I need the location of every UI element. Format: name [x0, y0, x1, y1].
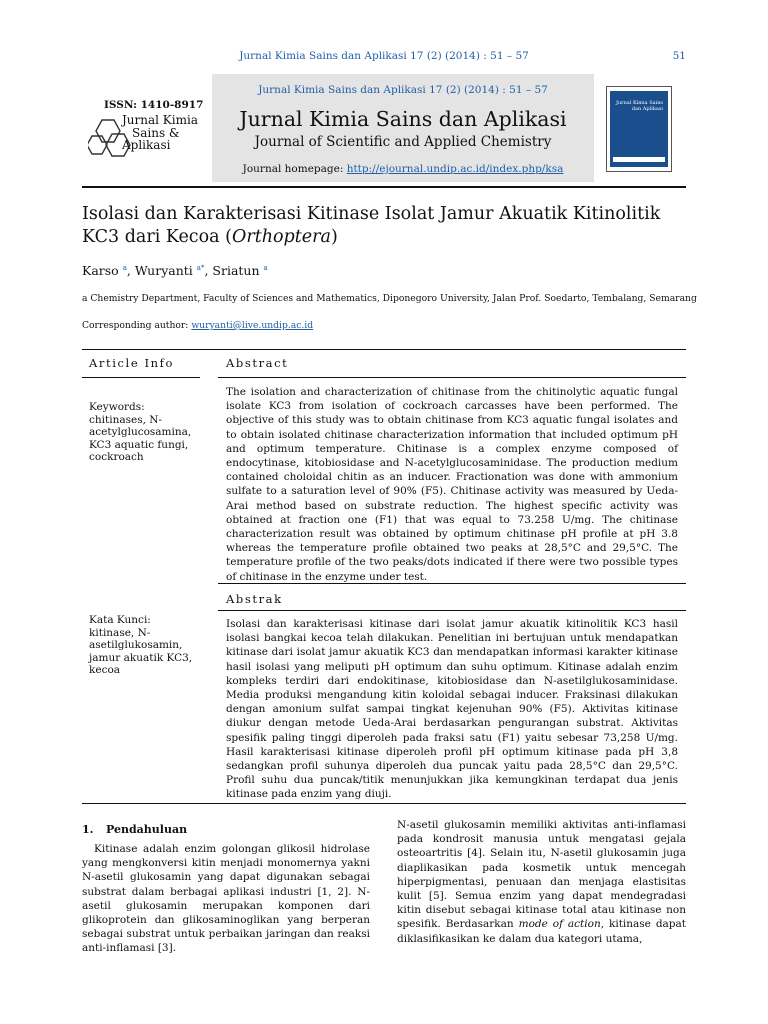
- intro-left-paragraph: [82, 842, 370, 956]
- author-list: Karso $^a$, Wuryanti $^{a*}$, Sriatun $^a$: [82, 263, 268, 278]
- abstract-heading: Abstract: [226, 356, 289, 370]
- journal-masthead: [82, 74, 686, 186]
- intro-right-italic: mode of action: [518, 918, 601, 931]
- logo-text: [122, 114, 198, 152]
- abstract-bottom-rule: [82, 803, 686, 804]
- kata-kunci-list: kitinase, N-asetilglukosamin, jamur akuatik KC3, kecoa: [89, 626, 193, 676]
- keywords-heading: Keywords:: [89, 401, 145, 413]
- abstract-rule: [218, 377, 686, 378]
- running-header-title: Jurnal Kimia Sains dan Aplikasi 17 (2) (2014) : 51 – 57: [239, 50, 529, 62]
- journal-logo: [88, 114, 206, 162]
- author-name: Karso: [82, 263, 119, 278]
- intro-left-text: Kitinase adalah enzim golongan glikosil hidrolase yang mengkonversi kitin menjadi monomernya yakni N-asetil glukosamin yang dapat digunakan sebagai substrat dalam berbagai aplikasi industri [1, 2]. N-asetil glukosamin merupakan komponen dari glikoprotein dan glikosaminoglikan yang berperan sebagai substrat untuk perbaikan jaringan dan reaksi anti-inflamasi [3].: [82, 843, 370, 955]
- journal-homepage: [212, 163, 594, 175]
- abstrak-heading: Abstrak: [226, 592, 283, 606]
- author-name: Sriatun: [212, 263, 260, 278]
- logo-line-2: Sains &: [132, 125, 180, 140]
- abstrak-rule: [218, 610, 686, 611]
- kata-kunci-heading: Kata Kunci:: [89, 614, 151, 626]
- kata-kunci-block: [89, 614, 197, 677]
- info-top-rule: [82, 349, 686, 350]
- author-affil-mark: a*: [196, 263, 205, 272]
- abstrak-text: Isolasi dan karakterisasi kitinase dari isolat jamur akuatik kitinolitik KC3 hasil isolasi bangkai kecoa telah dilakukan. Penelitian ini bertujuan untuk mendapatkan kitinase dari isolat jamur akuatik KC3 dan mendapatkan informasi karakter kitinase hasil isolasi yang meliputi pH optimum dan suhu optimum. Kitinase adalah enzim kompleks terdiri dari endokitinase, kitobiosidase dan N-asetilglukosaminidase. Media produksi mengandung kitin koloidal sebagai inducer. Fraksinasi dilakukan dengan amonium sulfat sampai tingkat kejenuhan 90% (F5). Aktivitas kitinase diukur dengan metode Ueda-Arai berdasarkan pengurangan substrat. Aktivitas spesifik paling tinggi diperoleh pada fraksi satu (F1) yaitu sebesar 73,258 U/mg. Hasil karakterisasi kitinase diperoleh profil pH optimum kitinase pada pH 3,8 sedangkan profil suhunya diperoleh dua puncak yaitu pada 28,5°C dan 29,5°C. Profil suhu dua puncak/titik menunjukkan jika kemungkinan terdapat dua jenis kitinase pada enzim yang diuji.: [226, 618, 678, 801]
- title-end: ): [330, 227, 338, 247]
- intro-right-text-2: , kitinase dapat diklasifikasikan ke dalam dua kategori utama,: [397, 918, 686, 945]
- journal-subtitle: Journal of Scientific and Applied Chemistry: [254, 134, 552, 150]
- logo-line-1: Jurnal Kimia: [122, 113, 198, 127]
- keywords-list: chitinases, N-acetylglucosamina, KC3 aquatic fungi, cockroach: [89, 413, 192, 463]
- logo-line-3: Aplikasi: [122, 138, 171, 152]
- section-heading-introduction: [82, 823, 187, 836]
- corresponding-email-link[interactable]: wuryanti@live.undip.ac.id: [191, 320, 314, 331]
- info-left-rule: [82, 377, 200, 378]
- article-info-heading: Article Info: [89, 356, 175, 370]
- author-affil-mark: a: [122, 263, 127, 272]
- cover-title: Jurnal Kimia Sains dan Aplikasi: [615, 100, 663, 112]
- intro-right-paragraph: [397, 818, 686, 946]
- affiliation: a Chemistry Department, Faculty of Sciences and Mathematics, Diponegoro University, Jalan Prof. Soedarto, Tembalang, Semarang: [82, 293, 697, 304]
- page-number: 51: [672, 50, 686, 62]
- author-name: Wuryanti: [134, 263, 193, 278]
- journal-cover-thumbnail: [606, 86, 672, 172]
- masthead-citation: Jurnal Kimia Sains dan Aplikasi 17 (2) (2014) : 51 – 57: [258, 84, 548, 96]
- keywords-block: [89, 401, 197, 464]
- homepage-link[interactable]: http://ejournal.undip.ac.id/index.php/ksa: [346, 163, 564, 175]
- corresponding-label: Corresponding author:: [82, 320, 192, 331]
- section-number: 1.: [82, 823, 94, 836]
- abstract-text: The isolation and characterization of chitinase from the chitinolytic aquatic fungal isolate KC3 from isolation of cockroach carcasses have been performed. The objective of this study was to obtain chitinase from KC3 aquatic fungal isolates and to obtain isolated chitinase characterization information that included optimum pH and optimum temperature. Chitinase is a complex enzyme composed of endocytinase, kitobiosidase and N-acetylglucosaminidase. The production medium contained choloidal chitin as an inducer. Fractionation was done with ammonium sulfate to a saturation level of 90% (F5). Chitinase activity was measured by Ueda-Arai method based on substrate reduction. The highest specific activity was obtained at fraction one (F1) that was equal to 73.258 U/mg. The chitinase characterization result was obtained by optimum chitinase pH profile at pH 3.8 whereas the temperature profile obtained two peaks at 28,5°C and 29,5°C. The temperature profile of the two peaks/dots indicated if there were two possible types of chitinase in the enzyme under test.: [226, 386, 678, 583]
- homepage-label: Journal homepage:: [242, 163, 347, 175]
- section-title: Pendahuluan: [106, 823, 188, 836]
- journal-title: Jurnal Kimia Sains dan Aplikasi: [239, 107, 567, 131]
- article-title: [82, 203, 686, 249]
- corresponding-author: [82, 320, 313, 331]
- intro-right-text-1: N-asetil glukosamin memiliki aktivitas anti-inflamasi pada kondrosit manusia untuk mengatasi gejala osteoartritis [4]. Selain itu, N-asetil glukosamin juga diaplikasikan pada kosmetik untuk mencegah hiperpigmentasi, penuaan dan menjaga elastisitas kulit [5]. Semua enzim yang dapat mendegradasi kitin disebut sebagai kitinase total atau kitinase non spesifik. Berdasarkan: [397, 819, 686, 931]
- running-header: [0, 50, 768, 66]
- masthead-rule: [82, 186, 686, 188]
- abstrak-top-rule: [218, 583, 686, 584]
- title-italic: Orthoptera: [231, 227, 331, 247]
- issn-label: ISSN: 1410-8917: [104, 99, 204, 111]
- title-main: Isolasi dan Karakterisasi Kitinase Isolat Jamur Akuatik Kitinolitik KC3 dari Kecoa (: [82, 204, 661, 247]
- author-affil-mark: a: [263, 263, 268, 272]
- cover-strip: [613, 157, 665, 162]
